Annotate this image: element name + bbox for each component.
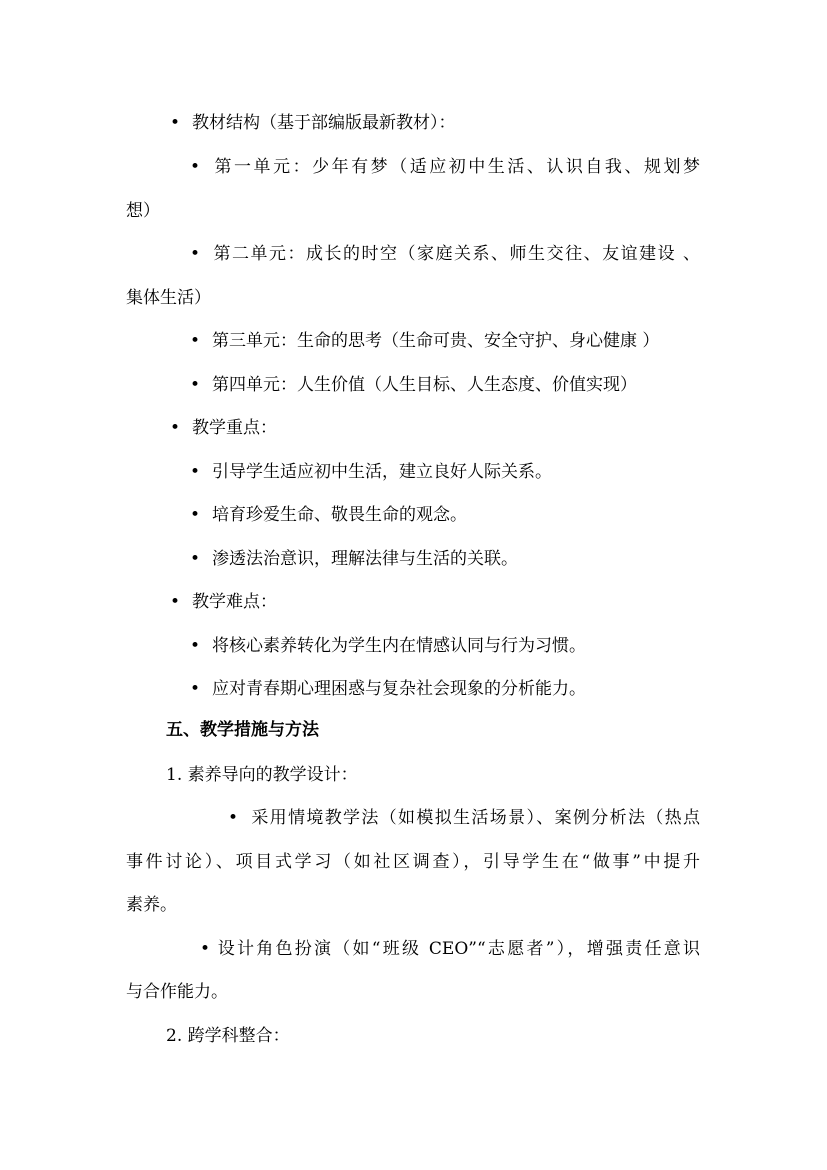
paragraph1-line1: • 采用情境教学法（如模拟生活场景）、案例分析法（热点: [228, 808, 700, 828]
difficult-point-item: • 应对青春期心理困惑与复杂社会现象的分析能力。: [190, 679, 586, 699]
difficult-point-item: • 将核心素养转化为学生内在情感认同与行为习惯。: [190, 636, 586, 656]
paragraph2-line2: 与合作能力。: [126, 982, 228, 1002]
bullet: •: [190, 331, 201, 351]
bullet: •: [170, 592, 181, 612]
bullet: •: [190, 244, 201, 264]
bullet: •: [190, 679, 201, 699]
key-points-heading: • 教学重点：: [170, 418, 277, 438]
subsection-1-title: 1. 素养导向的教学设计：: [166, 765, 358, 785]
unit2-line2: 集体生活）: [126, 288, 211, 308]
bullet: •: [228, 808, 239, 828]
bullet: •: [170, 418, 181, 438]
key-point-item: • 渗透法治意识，理解法律与生活的关联。: [190, 549, 518, 569]
difficult-points-heading: • 教学难点：: [170, 592, 277, 612]
unit4-item: • 第四单元：人生价值（人生目标、人生态度、价值实现）: [190, 375, 637, 395]
key-point-item: • 培育珍爱生命、敬畏生命的观念。: [190, 505, 467, 525]
unit3-item: • 第三单元：生命的思考（生命可贵、安全守护、身心健康 ）: [190, 331, 660, 351]
paragraph2-line1: • 设计角色扮演（如“班级 CEO”“志愿者”），增强责任意识: [200, 939, 700, 959]
unit1-line2: 想）: [126, 201, 160, 221]
bullet: •: [190, 505, 201, 525]
unit1-line1: • 第一单元：少年有梦（适应初中生活、认识自我、规划梦: [190, 157, 700, 177]
paragraph1-line2: 事件讨论）、项目式学习（如社区调查），引导学生在“做事”中提升: [126, 852, 700, 872]
bullet: •: [190, 462, 201, 482]
bullet: •: [170, 113, 181, 133]
bullet: •: [190, 157, 201, 177]
section5-heading: 五、教学措施与方法: [166, 720, 319, 740]
bullet: •: [190, 549, 201, 569]
key-point-item: • 引导学生适应初中生活，建立良好人际关系。: [190, 462, 552, 482]
structure-heading: • 教材结构（基于部编版最新教材）：: [170, 113, 456, 133]
bullet: •: [190, 636, 201, 656]
paragraph1-line3: 素养。: [126, 895, 177, 915]
bullet: •: [190, 375, 201, 395]
unit2-line1: • 第二单元：成长的时空（家庭关系、师生交往、友谊建设 、: [190, 244, 700, 264]
subsection-2-title: 2. 跨学科整合：: [166, 1026, 290, 1046]
